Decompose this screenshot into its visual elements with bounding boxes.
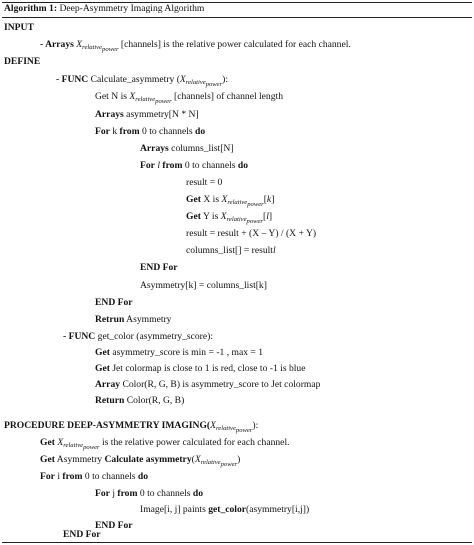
keyword: END For <box>95 297 133 308</box>
text: Jet colormap is close to 1 is red, close to -1 is blue <box>109 363 306 374</box>
line-func1 <box>56 73 228 87</box>
text: ( <box>191 454 195 465</box>
var-subscript: relativepower <box>135 96 172 105</box>
line-gety <box>186 210 272 224</box>
text: 0 to channels <box>182 160 238 171</box>
keyword: Get <box>95 363 110 374</box>
keyword: Get <box>186 211 201 222</box>
line-for-l <box>140 159 248 173</box>
text: Image[i, j] paints <box>140 504 209 515</box>
line-getx <box>186 193 274 207</box>
text: [ <box>263 194 267 205</box>
text: ): <box>252 420 259 431</box>
text: 0 to channels <box>139 126 196 137</box>
algorithm-title: Algorithm 1: Deep-Asymmetry Imaging Algorithm <box>4 3 205 14</box>
keyword: do <box>237 160 249 171</box>
italic-var: l <box>272 245 276 256</box>
keyword: Return <box>95 395 125 406</box>
text: columns_list[ <box>186 245 239 256</box>
line-image <box>140 503 309 517</box>
dash: - <box>40 39 46 50</box>
text: (asymmetry[i,j]) <box>246 504 310 515</box>
keyword: do <box>195 126 206 137</box>
x-relative-power-symbol: $X_{relative_{power}}$ <box>57 437 100 451</box>
var-subscript: relativepower <box>63 442 100 451</box>
bottom-rule <box>2 542 472 543</box>
text: asymmetry[N * N] <box>123 109 199 120</box>
text: ): <box>222 74 229 85</box>
keyword: get_color <box>208 504 247 515</box>
line-input <box>4 21 34 35</box>
var-sub-subscript: power <box>246 218 263 225</box>
keyword: For <box>40 471 55 482</box>
text: get_color (asymmetry_score): <box>95 331 213 342</box>
line-return2 <box>95 394 184 408</box>
text: ] <box>268 211 273 222</box>
italic-var: k <box>266 194 272 205</box>
var-subscript: relativepower <box>185 79 223 88</box>
x-relative-power-symbol: $X_{relative_{power}}$ <box>210 420 253 434</box>
keyword: from <box>162 160 183 171</box>
italic-var: l <box>266 211 269 222</box>
keyword: Calculate asymmetry <box>104 454 192 465</box>
text: ) <box>237 454 241 465</box>
text: columns_list[N] <box>168 143 234 154</box>
keyword: Retrun <box>95 314 125 325</box>
text: Asymmetry <box>124 314 172 325</box>
text: k <box>109 126 120 137</box>
x-relative-power-symbol: $X_{relative_{power}}$ <box>194 454 238 468</box>
keyword: do <box>192 488 204 499</box>
line-asym-k <box>140 279 267 293</box>
line-jet <box>95 362 306 376</box>
var-sub-subscript: power <box>235 427 253 434</box>
text: result = 0 <box>186 177 223 188</box>
line-return1 <box>95 313 171 327</box>
text: ] <box>271 194 275 205</box>
keyword: from <box>119 126 140 137</box>
keyword: For <box>95 488 110 499</box>
keyword: Get <box>40 454 55 465</box>
text: result = result + (X – Y) / (X + Y) <box>186 228 317 239</box>
keyword: FUNC <box>61 74 89 85</box>
x-relative-power-symbol: $X_{relative_{power}}$ <box>76 39 119 53</box>
line-endfor-k <box>95 296 133 310</box>
x-relative-power-symbol: $X_{relative_{power}}$ <box>220 211 263 225</box>
text: ] = result <box>238 245 273 256</box>
keyword: PROCEDURE DEEP-ASYMMETRY IMAGING( <box>4 420 211 431</box>
keyword: DEFINE <box>4 56 41 67</box>
dash: - <box>63 331 69 342</box>
var-sub-subscript: power <box>247 201 264 208</box>
keyword: from <box>117 488 138 499</box>
text: Asymmetry <box>54 454 105 465</box>
keyword: END For <box>95 520 133 531</box>
text: 0 to channels <box>137 488 193 499</box>
line-result0 <box>186 176 222 190</box>
var-sub-subscript: power <box>102 46 119 53</box>
line-for-j <box>95 487 203 501</box>
line-collist <box>186 244 276 258</box>
keyword: END For <box>63 529 101 540</box>
var-sub-subscript: power <box>83 444 100 451</box>
var-l: l <box>157 160 160 171</box>
x-relative-power-symbol: $X_{relative_{power}}$ <box>221 194 264 208</box>
keyword: Arrays <box>95 109 124 120</box>
text: Color(R, G, B) <box>124 395 185 406</box>
text: 0 to channels <box>82 471 138 482</box>
line-proc <box>4 419 258 433</box>
keyword: END For <box>140 262 178 273</box>
line-for-k <box>95 125 205 139</box>
text: asymmetry_score is min = -1 , max = 1 <box>109 347 264 358</box>
keyword: Get <box>40 437 55 448</box>
var-subscript: relativepower <box>226 216 263 225</box>
var-subscript: relativepower <box>227 199 264 208</box>
keyword: Array <box>95 379 121 390</box>
text: X is <box>200 194 222 205</box>
line-minmax <box>95 346 263 360</box>
text: [channels] is the relative power calculated for each channel. <box>118 39 351 50</box>
line-getrel <box>40 436 290 450</box>
line-define <box>4 55 40 69</box>
x-relative-power-symbol: $X_{relative_{power}}$ <box>179 74 223 88</box>
var-subscript: relativepower <box>200 459 238 468</box>
line-result1 <box>186 227 316 241</box>
line-col-arr <box>140 142 234 156</box>
line-getn <box>95 90 283 104</box>
line-func2 <box>63 330 213 344</box>
keyword: Get <box>95 347 110 358</box>
text: Color(R, G, B) is asymmetry_score to Jet colormap <box>120 379 321 390</box>
line-arrays <box>40 38 351 52</box>
keyword: INPUT <box>4 22 34 33</box>
var-subscript: relativepower <box>82 44 119 53</box>
x-relative-power-symbol: $X_{relative_{power}}$ <box>129 91 172 105</box>
var-subscript: relativepower <box>215 425 253 434</box>
line-endfor-l <box>140 261 178 275</box>
text: Y is <box>200 211 221 222</box>
keyword: Get <box>186 194 201 205</box>
title-rule <box>2 17 472 18</box>
var-sub-subscript: power <box>220 461 238 468</box>
var-sub-subscript: power <box>205 81 223 88</box>
dash: - <box>56 74 62 85</box>
text: Calculate_asymmetry ( <box>88 74 180 85</box>
line-for-i <box>40 470 148 484</box>
text: Get N is <box>95 91 130 102</box>
text: j <box>109 488 118 499</box>
text: [ <box>263 211 267 222</box>
keyword: Arrays <box>45 39 74 50</box>
line-asym-arr <box>95 108 199 122</box>
line-endfor-i <box>63 528 101 542</box>
text: Asymmetry[k] = columns_list[k] <box>140 280 267 291</box>
keyword: do <box>137 471 149 482</box>
keyword: Arrays <box>140 143 169 154</box>
keyword: from <box>62 471 83 482</box>
var-sub-subscript: power <box>155 98 172 105</box>
line-getasym <box>40 453 240 467</box>
line-colorarr <box>95 378 320 392</box>
keyword: For <box>95 126 110 137</box>
text: [channels] of channel length <box>171 91 283 102</box>
keyword: For <box>140 160 155 171</box>
text: is the relative power calculated for each channel. <box>99 437 290 448</box>
text: i <box>54 471 63 482</box>
keyword: FUNC <box>68 331 96 342</box>
